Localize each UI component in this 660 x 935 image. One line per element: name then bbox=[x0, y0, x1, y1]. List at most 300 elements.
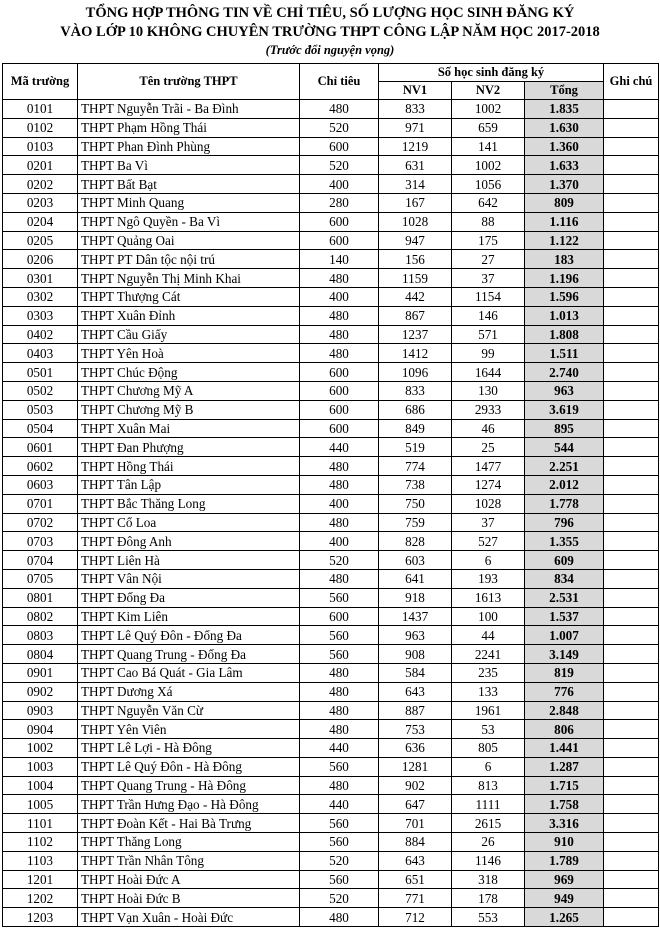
nv2-cell: 133 bbox=[452, 682, 525, 701]
school-name-cell: THPT Chúc Động bbox=[78, 363, 300, 382]
nv1-cell: 902 bbox=[379, 776, 452, 795]
nv2-cell: 100 bbox=[452, 607, 525, 626]
quota-cell: 560 bbox=[300, 645, 379, 664]
nv1-cell: 774 bbox=[379, 457, 452, 476]
school-name-cell: THPT Kim Liên bbox=[78, 607, 300, 626]
nv1-cell: 651 bbox=[379, 870, 452, 889]
quota-cell: 480 bbox=[300, 701, 379, 720]
header-note: Ghi chú bbox=[604, 64, 659, 100]
quota-cell: 600 bbox=[300, 419, 379, 438]
nv1-cell: 636 bbox=[379, 739, 452, 758]
total-cell: 969 bbox=[525, 870, 604, 889]
note-cell bbox=[604, 306, 659, 325]
nv1-cell: 771 bbox=[379, 889, 452, 908]
school-code-cell: 1004 bbox=[3, 776, 78, 795]
school-name-cell: THPT Chương Mỹ A bbox=[78, 381, 300, 400]
quota-cell: 600 bbox=[300, 137, 379, 156]
school-name-cell: THPT Hồng Thái bbox=[78, 457, 300, 476]
table-row bbox=[3, 851, 659, 870]
school-code-cell: 0903 bbox=[3, 701, 78, 720]
quota-cell: 400 bbox=[300, 175, 379, 194]
school-name-cell: THPT Ngô Quyền - Ba Vì bbox=[78, 212, 300, 231]
note-cell bbox=[604, 701, 659, 720]
note-cell bbox=[604, 419, 659, 438]
school-code-cell: 0602 bbox=[3, 457, 78, 476]
nv1-cell: 1159 bbox=[379, 269, 452, 288]
table-row bbox=[3, 607, 659, 626]
table-row bbox=[3, 118, 659, 137]
nv1-cell: 442 bbox=[379, 287, 452, 306]
nv1-cell: 947 bbox=[379, 231, 452, 250]
note-cell bbox=[604, 663, 659, 682]
quota-cell: 480 bbox=[300, 325, 379, 344]
total-cell: 609 bbox=[525, 551, 604, 570]
nv1-cell: 1096 bbox=[379, 363, 452, 382]
quota-cell: 600 bbox=[300, 381, 379, 400]
table-row bbox=[3, 250, 659, 269]
nv1-cell: 1437 bbox=[379, 607, 452, 626]
note-cell bbox=[604, 776, 659, 795]
total-cell: 3.149 bbox=[525, 645, 604, 664]
quota-cell: 400 bbox=[300, 287, 379, 306]
school-name-cell: THPT Cầu Giấy bbox=[78, 325, 300, 344]
school-name-cell: THPT Quang Trung - Đống Đa bbox=[78, 645, 300, 664]
quota-cell: 480 bbox=[300, 776, 379, 795]
total-cell: 1.630 bbox=[525, 118, 604, 137]
table-row bbox=[3, 156, 659, 175]
total-cell: 1.778 bbox=[525, 494, 604, 513]
total-cell: 819 bbox=[525, 663, 604, 682]
total-cell: 1.835 bbox=[525, 100, 604, 119]
quota-cell: 400 bbox=[300, 494, 379, 513]
quota-cell: 480 bbox=[300, 100, 379, 119]
total-cell: 1.511 bbox=[525, 344, 604, 363]
nv1-cell: 701 bbox=[379, 814, 452, 833]
quota-cell: 560 bbox=[300, 757, 379, 776]
school-name-cell: THPT Ba Vì bbox=[78, 156, 300, 175]
nv1-cell: 971 bbox=[379, 118, 452, 137]
note-cell bbox=[604, 626, 659, 645]
quota-cell: 560 bbox=[300, 870, 379, 889]
table-row bbox=[3, 419, 659, 438]
table-row bbox=[3, 400, 659, 419]
school-code-cell: 0201 bbox=[3, 156, 78, 175]
school-code-cell: 1201 bbox=[3, 870, 78, 889]
table-row bbox=[3, 269, 659, 288]
total-cell: 1.196 bbox=[525, 269, 604, 288]
table-row bbox=[3, 438, 659, 457]
header-quota: Chỉ tiêu bbox=[300, 64, 379, 100]
nv2-cell: 2933 bbox=[452, 400, 525, 419]
table-row bbox=[3, 908, 659, 927]
note-cell bbox=[604, 325, 659, 344]
school-code-cell: 1002 bbox=[3, 739, 78, 758]
school-code-cell: 0101 bbox=[3, 100, 78, 119]
quota-cell: 480 bbox=[300, 475, 379, 494]
note-cell bbox=[604, 438, 659, 457]
quota-cell: 400 bbox=[300, 532, 379, 551]
table-row bbox=[3, 457, 659, 476]
nv2-cell: 813 bbox=[452, 776, 525, 795]
school-name-cell: THPT Bắc Thăng Long bbox=[78, 494, 300, 513]
nv1-cell: 314 bbox=[379, 175, 452, 194]
nv2-cell: 1111 bbox=[452, 795, 525, 814]
note-cell bbox=[604, 739, 659, 758]
school-name-cell: THPT Xuân Mai bbox=[78, 419, 300, 438]
total-cell: 1.758 bbox=[525, 795, 604, 814]
note-cell bbox=[604, 363, 659, 382]
quota-cell: 480 bbox=[300, 720, 379, 739]
nv1-cell: 156 bbox=[379, 250, 452, 269]
school-code-cell: 0901 bbox=[3, 663, 78, 682]
note-cell bbox=[604, 513, 659, 532]
note-cell bbox=[604, 118, 659, 137]
school-code-cell: 0802 bbox=[3, 607, 78, 626]
school-name-cell: THPT Hoài Đức A bbox=[78, 870, 300, 889]
note-cell bbox=[604, 137, 659, 156]
table-row bbox=[3, 588, 659, 607]
nv2-cell: 1056 bbox=[452, 175, 525, 194]
total-cell: 806 bbox=[525, 720, 604, 739]
nv1-cell: 641 bbox=[379, 569, 452, 588]
total-cell: 1.596 bbox=[525, 287, 604, 306]
table-row bbox=[3, 532, 659, 551]
school-name-cell: THPT Yên Hoà bbox=[78, 344, 300, 363]
school-code-cell: 0301 bbox=[3, 269, 78, 288]
school-code-cell: 0705 bbox=[3, 569, 78, 588]
school-name-cell: THPT Dương Xá bbox=[78, 682, 300, 701]
school-name-cell: THPT Tân Lập bbox=[78, 475, 300, 494]
school-code-cell: 0603 bbox=[3, 475, 78, 494]
school-code-cell: 1203 bbox=[3, 908, 78, 927]
note-cell bbox=[604, 720, 659, 739]
total-cell: 1.287 bbox=[525, 757, 604, 776]
total-cell: 1.122 bbox=[525, 231, 604, 250]
school-code-cell: 0703 bbox=[3, 532, 78, 551]
nv1-cell: 584 bbox=[379, 663, 452, 682]
nv2-cell: 25 bbox=[452, 438, 525, 457]
table-row bbox=[3, 663, 659, 682]
nv2-cell: 27 bbox=[452, 250, 525, 269]
note-cell bbox=[604, 833, 659, 852]
nv2-cell: 527 bbox=[452, 532, 525, 551]
nv1-cell: 1219 bbox=[379, 137, 452, 156]
total-cell: 3.316 bbox=[525, 814, 604, 833]
total-cell: 1.715 bbox=[525, 776, 604, 795]
total-cell: 1.808 bbox=[525, 325, 604, 344]
quota-cell: 600 bbox=[300, 400, 379, 419]
school-name-cell: THPT Lê Lợi - Hà Đông bbox=[78, 739, 300, 758]
total-cell: 776 bbox=[525, 682, 604, 701]
document-title-line-2: VÀO LỚP 10 KHÔNG CHUYÊN TRƯỜNG THPT CÔNG LẬP NĂM HỌC 2017-2018 bbox=[60, 24, 600, 40]
total-cell: 544 bbox=[525, 438, 604, 457]
quota-cell: 520 bbox=[300, 118, 379, 137]
table-row bbox=[3, 720, 659, 739]
school-code-cell: 0205 bbox=[3, 231, 78, 250]
quota-cell: 140 bbox=[300, 250, 379, 269]
total-cell: 809 bbox=[525, 193, 604, 212]
total-cell: 1.789 bbox=[525, 851, 604, 870]
nv2-cell: 6 bbox=[452, 757, 525, 776]
school-name-cell: THPT PT Dân tộc nội trú bbox=[78, 250, 300, 269]
note-cell bbox=[604, 100, 659, 119]
note-cell bbox=[604, 381, 659, 400]
total-cell: 910 bbox=[525, 833, 604, 852]
nv1-cell: 908 bbox=[379, 645, 452, 664]
nv2-cell: 1274 bbox=[452, 475, 525, 494]
note-cell bbox=[604, 457, 659, 476]
table-row bbox=[3, 381, 659, 400]
school-name-cell: THPT Cổ Loa bbox=[78, 513, 300, 532]
note-cell bbox=[604, 193, 659, 212]
note-cell bbox=[604, 814, 659, 833]
school-code-cell: 0701 bbox=[3, 494, 78, 513]
quota-cell: 480 bbox=[300, 513, 379, 532]
quota-cell: 440 bbox=[300, 438, 379, 457]
table-row bbox=[3, 475, 659, 494]
nv1-cell: 887 bbox=[379, 701, 452, 720]
nv2-cell: 659 bbox=[452, 118, 525, 137]
total-cell: 2.012 bbox=[525, 475, 604, 494]
nv1-cell: 603 bbox=[379, 551, 452, 570]
nv2-cell: 1028 bbox=[452, 494, 525, 513]
note-cell bbox=[604, 569, 659, 588]
school-name-cell: THPT Quang Trung - Hà Đông bbox=[78, 776, 300, 795]
school-code-cell: 0501 bbox=[3, 363, 78, 382]
table-row bbox=[3, 682, 659, 701]
school-name-cell: THPT Đan Phượng bbox=[78, 438, 300, 457]
nv1-cell: 753 bbox=[379, 720, 452, 739]
nv1-cell: 849 bbox=[379, 419, 452, 438]
nv2-cell: 1477 bbox=[452, 457, 525, 476]
note-cell bbox=[604, 851, 659, 870]
quota-cell: 600 bbox=[300, 363, 379, 382]
nv2-cell: 37 bbox=[452, 269, 525, 288]
school-name-cell: THPT Cao Bá Quát - Gia Lâm bbox=[78, 663, 300, 682]
school-code-cell: 0202 bbox=[3, 175, 78, 194]
note-cell bbox=[604, 607, 659, 626]
note-cell bbox=[604, 682, 659, 701]
table-row bbox=[3, 645, 659, 664]
note-cell bbox=[604, 344, 659, 363]
total-cell: 1.633 bbox=[525, 156, 604, 175]
table-row bbox=[3, 137, 659, 156]
school-code-cell: 0702 bbox=[3, 513, 78, 532]
table-body bbox=[3, 100, 659, 927]
nv2-cell: 1146 bbox=[452, 851, 525, 870]
school-code-cell: 0403 bbox=[3, 344, 78, 363]
header-nv2: NV2 bbox=[452, 82, 525, 100]
school-code-cell: 0503 bbox=[3, 400, 78, 419]
nv2-cell: 2241 bbox=[452, 645, 525, 664]
table-row bbox=[3, 701, 659, 720]
school-code-cell: 1003 bbox=[3, 757, 78, 776]
table-row bbox=[3, 344, 659, 363]
total-cell: 1.007 bbox=[525, 626, 604, 645]
school-name-cell: THPT Vạn Xuân - Hoài Đức bbox=[78, 908, 300, 927]
nv2-cell: 805 bbox=[452, 739, 525, 758]
table-row bbox=[3, 551, 659, 570]
header-registered: Số học sinh đăng ký bbox=[379, 64, 604, 82]
school-code-cell: 1101 bbox=[3, 814, 78, 833]
note-cell bbox=[604, 645, 659, 664]
nv2-cell: 99 bbox=[452, 344, 525, 363]
total-cell: 2.251 bbox=[525, 457, 604, 476]
school-name-cell: THPT Thăng Long bbox=[78, 833, 300, 852]
school-name-cell: THPT Hoài Đức B bbox=[78, 889, 300, 908]
note-cell bbox=[604, 532, 659, 551]
table-row bbox=[3, 739, 659, 758]
school-name-cell: THPT Lê Quý Đôn - Hà Đông bbox=[78, 757, 300, 776]
table-row bbox=[3, 193, 659, 212]
quota-cell: 560 bbox=[300, 588, 379, 607]
nv2-cell: 130 bbox=[452, 381, 525, 400]
total-cell: 3.619 bbox=[525, 400, 604, 419]
total-cell: 834 bbox=[525, 569, 604, 588]
table-row bbox=[3, 569, 659, 588]
table-row bbox=[3, 363, 659, 382]
school-name-cell: THPT Đống Đa bbox=[78, 588, 300, 607]
school-code-cell: 0601 bbox=[3, 438, 78, 457]
table-row bbox=[3, 212, 659, 231]
table-row bbox=[3, 776, 659, 795]
nv1-cell: 1412 bbox=[379, 344, 452, 363]
table-row bbox=[3, 626, 659, 645]
table-row bbox=[3, 757, 659, 776]
note-cell bbox=[604, 870, 659, 889]
nv2-cell: 1002 bbox=[452, 156, 525, 175]
nv2-cell: 571 bbox=[452, 325, 525, 344]
document-subtitle: (Trước đổi nguyện vọng) bbox=[265, 43, 395, 57]
quota-cell: 520 bbox=[300, 156, 379, 175]
nv1-cell: 686 bbox=[379, 400, 452, 419]
note-cell bbox=[604, 757, 659, 776]
quota-cell: 440 bbox=[300, 795, 379, 814]
quota-cell: 480 bbox=[300, 269, 379, 288]
nv1-cell: 167 bbox=[379, 193, 452, 212]
school-code-cell: 0704 bbox=[3, 551, 78, 570]
nv1-cell: 884 bbox=[379, 833, 452, 852]
note-cell bbox=[604, 494, 659, 513]
total-cell: 1.013 bbox=[525, 306, 604, 325]
school-code-cell: 0504 bbox=[3, 419, 78, 438]
note-cell bbox=[604, 231, 659, 250]
table-row bbox=[3, 325, 659, 344]
school-code-cell: 0502 bbox=[3, 381, 78, 400]
nv1-cell: 833 bbox=[379, 100, 452, 119]
header-school-code: Mã trường bbox=[3, 64, 78, 100]
table-row bbox=[3, 287, 659, 306]
nv1-cell: 750 bbox=[379, 494, 452, 513]
nv1-cell: 1281 bbox=[379, 757, 452, 776]
nv1-cell: 712 bbox=[379, 908, 452, 927]
note-cell bbox=[604, 212, 659, 231]
nv2-cell: 235 bbox=[452, 663, 525, 682]
nv1-cell: 828 bbox=[379, 532, 452, 551]
nv2-cell: 46 bbox=[452, 419, 525, 438]
total-cell: 1.360 bbox=[525, 137, 604, 156]
school-name-cell: THPT Trần Nhân Tông bbox=[78, 851, 300, 870]
nv2-cell: 53 bbox=[452, 720, 525, 739]
school-code-cell: 0103 bbox=[3, 137, 78, 156]
quota-cell: 560 bbox=[300, 626, 379, 645]
school-name-cell: THPT Liên Hà bbox=[78, 551, 300, 570]
school-name-cell: THPT Bất Bạt bbox=[78, 175, 300, 194]
nv1-cell: 918 bbox=[379, 588, 452, 607]
note-cell bbox=[604, 475, 659, 494]
nv2-cell: 37 bbox=[452, 513, 525, 532]
school-name-cell: THPT Nguyễn Trãi - Ba Đình bbox=[78, 100, 300, 119]
nv2-cell: 1154 bbox=[452, 287, 525, 306]
quota-cell: 600 bbox=[300, 212, 379, 231]
table-row bbox=[3, 814, 659, 833]
school-name-cell: THPT Phan Đình Phùng bbox=[78, 137, 300, 156]
school-name-cell: THPT Vân Nội bbox=[78, 569, 300, 588]
table-row bbox=[3, 100, 659, 119]
school-code-cell: 0804 bbox=[3, 645, 78, 664]
nv2-cell: 642 bbox=[452, 193, 525, 212]
note-cell bbox=[604, 588, 659, 607]
quota-cell: 280 bbox=[300, 193, 379, 212]
table-row bbox=[3, 795, 659, 814]
quota-cell: 600 bbox=[300, 231, 379, 250]
nv1-cell: 1028 bbox=[379, 212, 452, 231]
quota-cell: 560 bbox=[300, 814, 379, 833]
total-cell: 1.355 bbox=[525, 532, 604, 551]
quota-cell: 480 bbox=[300, 344, 379, 363]
nv1-cell: 643 bbox=[379, 682, 452, 701]
header-school-name: Tên trường THPT bbox=[78, 64, 300, 100]
quota-cell: 600 bbox=[300, 607, 379, 626]
note-cell bbox=[604, 795, 659, 814]
quota-cell: 480 bbox=[300, 682, 379, 701]
quota-cell: 520 bbox=[300, 889, 379, 908]
note-cell bbox=[604, 250, 659, 269]
total-cell: 963 bbox=[525, 381, 604, 400]
header-total: Tổng bbox=[525, 82, 604, 100]
note-cell bbox=[604, 551, 659, 570]
total-cell: 796 bbox=[525, 513, 604, 532]
nv1-cell: 867 bbox=[379, 306, 452, 325]
nv2-cell: 1644 bbox=[452, 363, 525, 382]
quota-cell: 520 bbox=[300, 851, 379, 870]
nv1-cell: 833 bbox=[379, 381, 452, 400]
school-code-cell: 0302 bbox=[3, 287, 78, 306]
total-cell: 895 bbox=[525, 419, 604, 438]
school-code-cell: 0803 bbox=[3, 626, 78, 645]
total-cell: 1.441 bbox=[525, 739, 604, 758]
table-row bbox=[3, 889, 659, 908]
total-cell: 2.740 bbox=[525, 363, 604, 382]
school-name-cell: THPT Lê Quý Đôn - Đống Đa bbox=[78, 626, 300, 645]
nv2-cell: 318 bbox=[452, 870, 525, 889]
school-code-cell: 0203 bbox=[3, 193, 78, 212]
school-code-cell: 1103 bbox=[3, 851, 78, 870]
school-registration-table bbox=[2, 63, 659, 927]
school-code-cell: 0402 bbox=[3, 325, 78, 344]
school-name-cell: THPT Nguyễn Văn Cừ bbox=[78, 701, 300, 720]
nv1-cell: 963 bbox=[379, 626, 452, 645]
school-code-cell: 1102 bbox=[3, 833, 78, 852]
school-code-cell: 0801 bbox=[3, 588, 78, 607]
nv2-cell: 2615 bbox=[452, 814, 525, 833]
school-code-cell: 0303 bbox=[3, 306, 78, 325]
nv2-cell: 146 bbox=[452, 306, 525, 325]
school-code-cell: 0102 bbox=[3, 118, 78, 137]
nv1-cell: 647 bbox=[379, 795, 452, 814]
quota-cell: 480 bbox=[300, 457, 379, 476]
school-name-cell: THPT Thượng Cát bbox=[78, 287, 300, 306]
